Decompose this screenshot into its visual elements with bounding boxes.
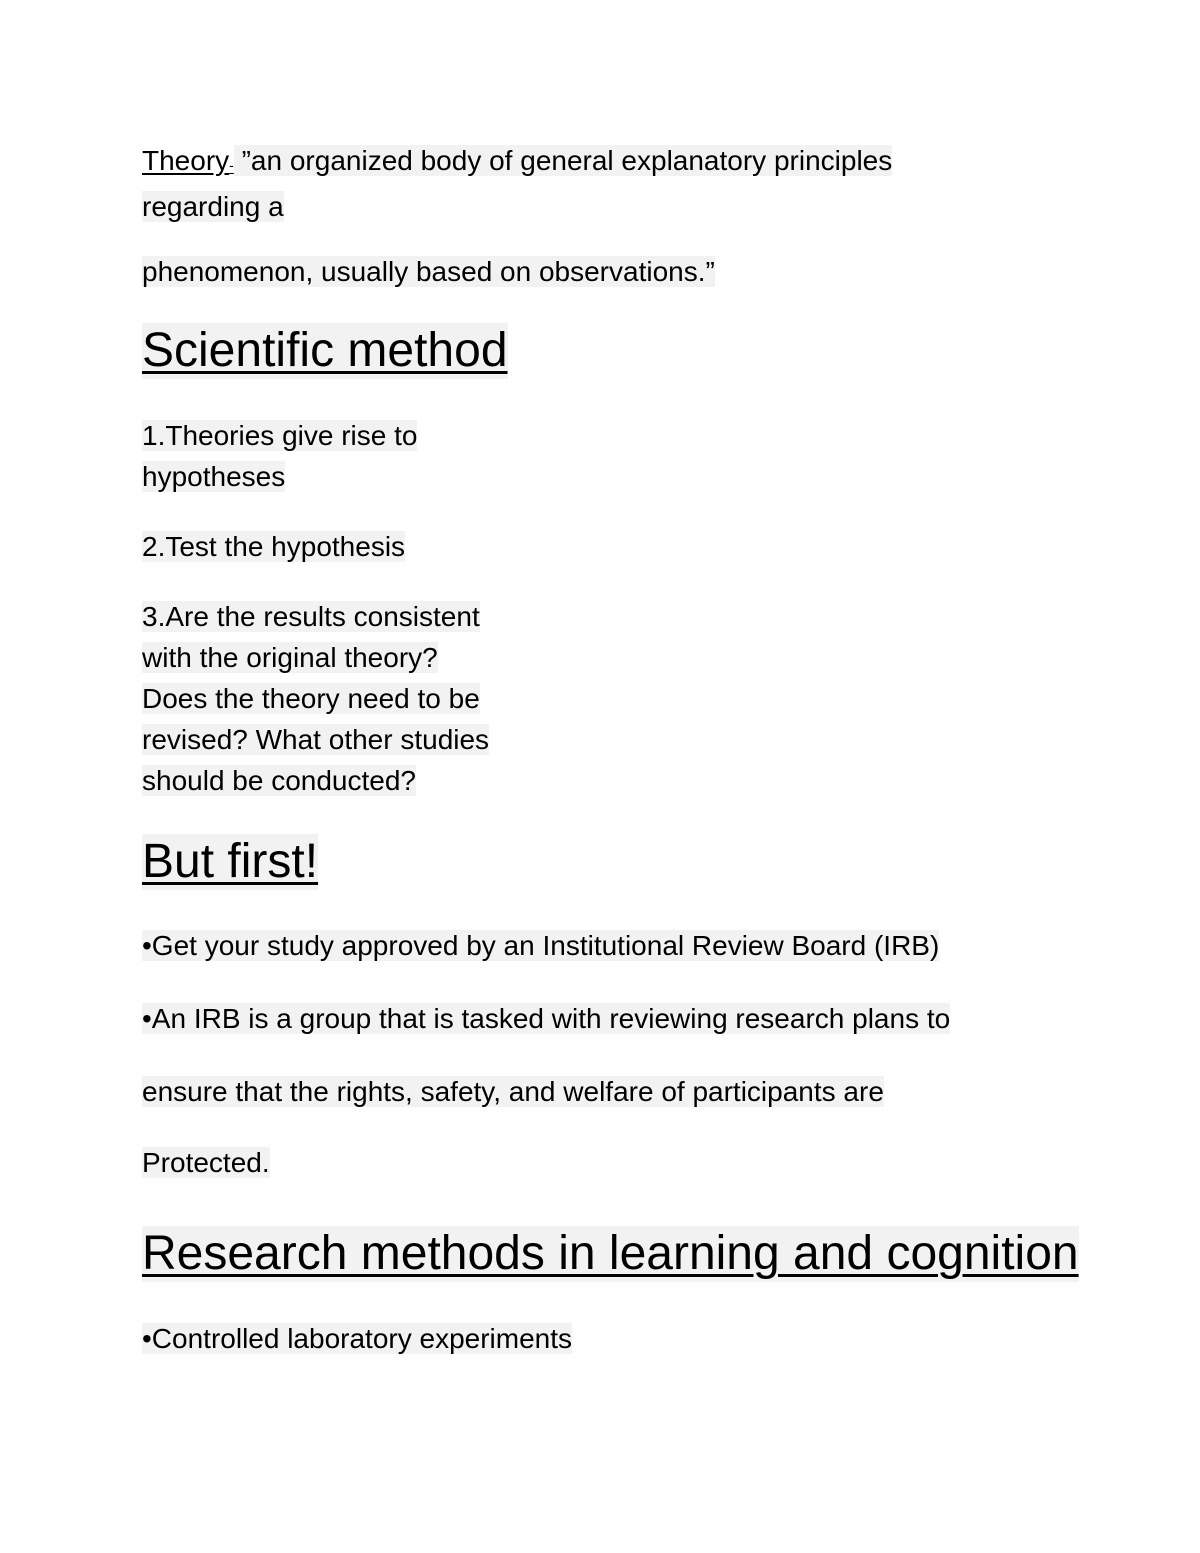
theory-term: Theory <box>142 145 230 176</box>
irb-bullet-2 <box>142 998 950 1039</box>
step-1 <box>142 415 417 497</box>
step-1-line-2: hypotheses <box>142 461 286 492</box>
theory-dash: - <box>229 157 234 173</box>
definition-line-3: phenomenon, usually based on observations.” <box>142 256 715 287</box>
irb-bullet-2-continuation <box>142 1071 884 1112</box>
research-bullet-1-text: •Controlled laboratory experiments <box>142 1323 573 1354</box>
scientific-method-heading: Scientific method <box>142 324 508 377</box>
definition-continuation <box>142 251 715 292</box>
step-3-line-4: revised? What other studies <box>142 724 490 755</box>
but-first-heading: But first! <box>142 835 319 888</box>
step-3 <box>142 596 489 801</box>
irb-bullet-1 <box>142 925 939 966</box>
irb-bullet-2-line-1: •An IRB is a group that is tasked with reviewing research plans to <box>142 1003 951 1034</box>
step-2 <box>142 526 405 567</box>
step-3-line-2: with the original theory? <box>142 642 438 673</box>
step-3-line-1: 3.Are the results consistent <box>142 601 480 632</box>
irb-bullet-1-text: •Get your study approved by an Institutional Review Board (IRB) <box>142 930 940 961</box>
research-methods-heading: Research methods in learning and cognition <box>142 1227 1079 1280</box>
irb-bullet-2-line-2: ensure that the rights, safety, and welfare of participants are <box>142 1076 884 1107</box>
irb-bullet-2-line-3: Protected. <box>142 1147 270 1178</box>
definition-line-1: ”an organized body of general explanatory principles <box>233 145 893 176</box>
research-bullet-1 <box>142 1318 572 1359</box>
step-1-line-1: 1.Theories give rise to <box>142 420 418 451</box>
step-3-line-3: Does the theory need to be <box>142 683 480 714</box>
step-3-line-5: should be conducted? <box>142 765 416 796</box>
irb-bullet-2-end <box>142 1142 270 1183</box>
definition-line-2: regarding a <box>142 191 284 222</box>
theory-definition <box>142 140 892 227</box>
step-2-line: 2.Test the hypothesis <box>142 531 406 562</box>
